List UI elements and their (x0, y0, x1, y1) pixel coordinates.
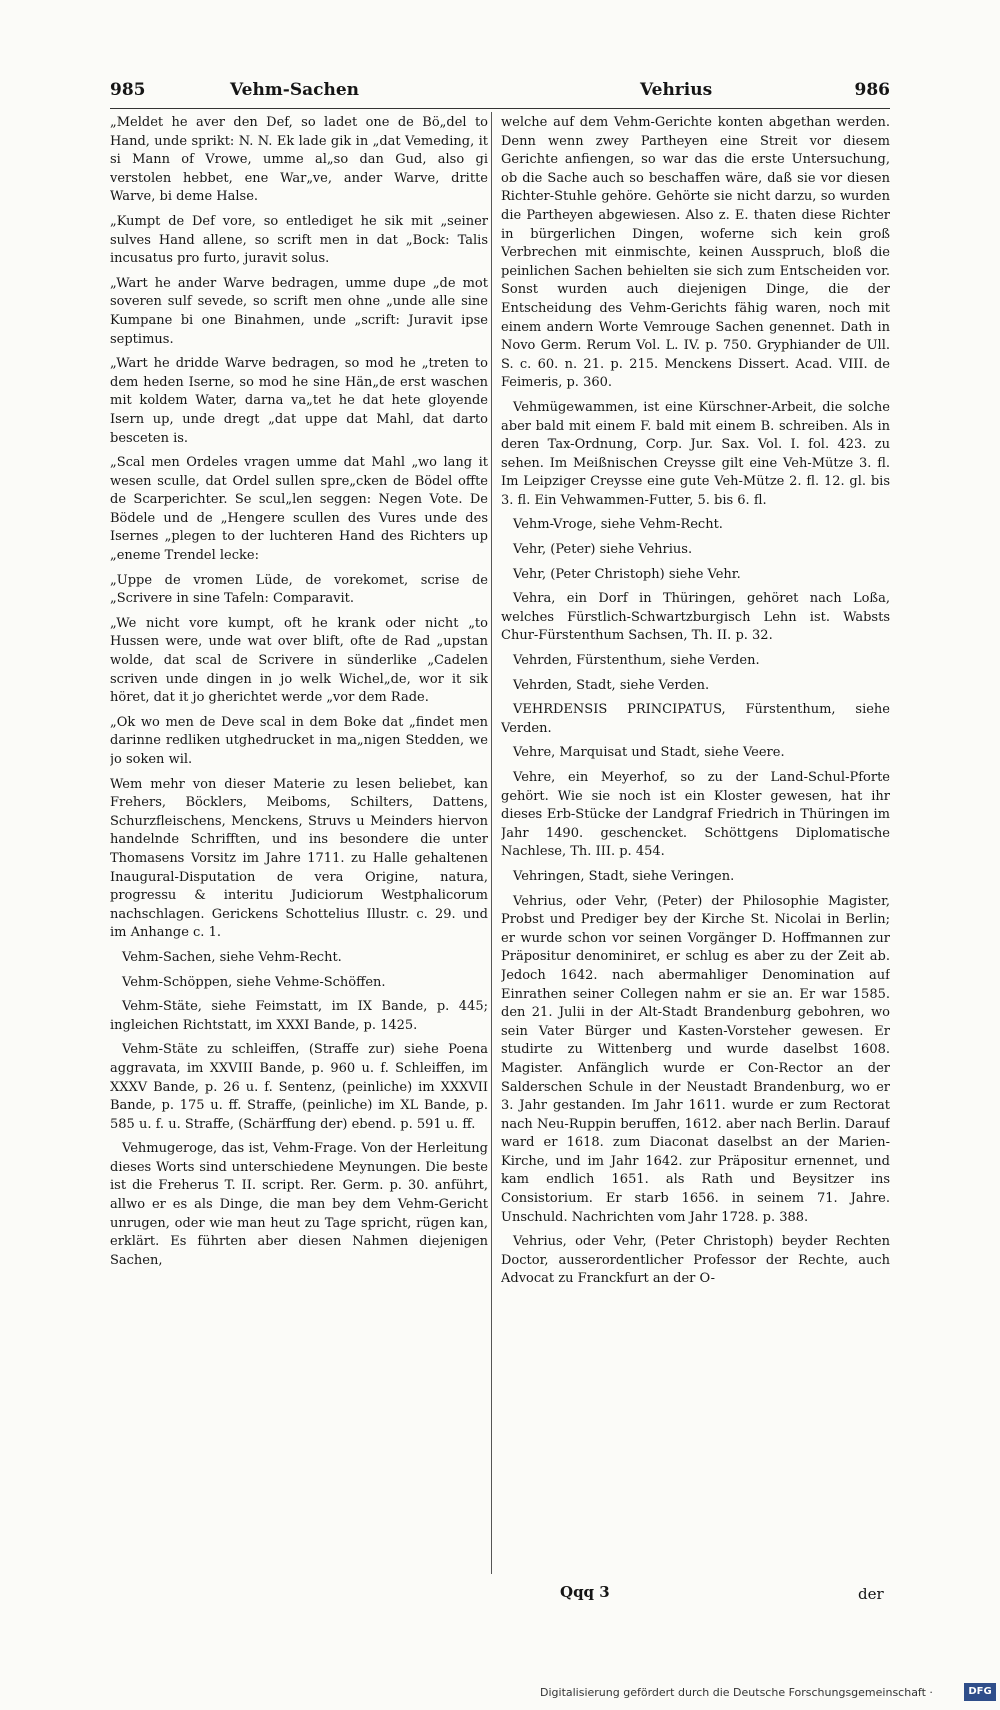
paragraph: „Wart he ander Warve bedragen, umme dupe „de mot soveren sulf sevede, so scrift men ohne „unde alle sine Kumpane bi one Binahmen, unde „scrift: Juravit ipse septimus. (110, 275, 488, 347)
paragraph: „Meldet he aver den Def, so ladet one de Bö„del to Hand, unde sprikt: N. N. Ek lade gik in „dat Vemeding, it si Mann of Vrowe, umme al„so dan Gud, also gi verstolen hebbet, ene War„ve, ander Warve, dritte Warve, bi deme Halse. (110, 115, 488, 205)
entry: Vehm-Vroge, siehe Vehm-Recht. (513, 517, 723, 533)
header-rule (110, 108, 890, 109)
page-number-left: 985 (110, 80, 146, 100)
entry: Vehmugeroge, das ist, Vehm-Frage. Von der Herleitung dieses Worts sind unterschiedene Meynungen. Die beste ist die Freherus T. II. script. Rer. Germ. p. 30. anführt, allwo er es als Dinge, die man bey dem Vehm-Gericht unrugen, oder wie man heut zu Tage spricht, rügen kan, erklärt. Es führten aber diesen Nahmen diejenigen Sachen, (110, 1141, 488, 1268)
catchword: der (858, 1585, 884, 1603)
entry: Vehre, ein Meyerhof, so zu der Land-Schul-Pforte gehört. Wie sie noch ist ein Kloster gewesen, hat ihr dieses Erb-Stücke der Landgraf Friedrich in Thüringen im Jahr 1490. geschencket. Schöttgens Diplomatische Nachlese, Th. III. p. 454. (501, 770, 890, 860)
paragraph: „Wart he dridde Warve bedragen, so mod he „treten to dem heden Iserne, so mod he sine Hän„de erst waschen mit koldem Water, darna va„tet he dat hete gloyende Isern up, unde dregt „dat uppe dat Mahl, dat darto besceten is. (110, 356, 488, 446)
right-column (501, 114, 890, 1574)
signature-mark: Qqq 3 (560, 1583, 610, 1601)
column-divider (491, 112, 492, 1574)
left-column (110, 114, 488, 1574)
digitization-credit: Digitalisierung gefördert durch die Deutsche Forschungsgemeinschaft · (540, 1686, 933, 1699)
running-title-right: Vehrius (640, 80, 713, 100)
dfg-logo: DFG (964, 1683, 996, 1701)
entry: Vehm-Sachen, siehe Vehm-Recht. (122, 949, 342, 965)
entry: Vehm-Stäte, siehe Feimstatt, im IX Bande, p. 445; ingleichen Richtstatt, im XXXI Bande, p. 1425. (110, 999, 488, 1033)
entry: Vehrden, Fürstenthum, siehe Verden. (513, 653, 760, 669)
entry: Vehra, ein Dorf in Thüringen, gehöret nach Loßa, welches Fürstlich-Schwartzburgisch Lehn ist. Wabsts Chur-Fürstenthum Sachsen, Th. II. p. 32. (501, 591, 890, 644)
paragraph: „Uppe de vromen Lüde, de vorekomet, scrise de „Scrivere in sine Tafeln: Comparavit. (110, 572, 488, 607)
entry: Vehr, (Peter Christoph) siehe Vehr. (513, 566, 741, 582)
paragraph: „Kumpt de Def vore, so entlediget he sik mit „seiner sulves Hand allene, so scrift men in dat „Bock: Talis incusatus pro furto, juravit solus. (110, 213, 488, 267)
entry: Vehm-Schöppen, siehe Vehme-Schöffen. (122, 974, 386, 990)
entry: Vehringen, Stadt, siehe Veringen. (513, 868, 735, 884)
running-header (110, 80, 890, 108)
entry: VEHRDENSIS PRINCIPATUS, Fürstenthum, siehe Verden. (501, 702, 890, 736)
running-title-left: Vehm-Sachen (230, 80, 360, 100)
entry: Vehmügewammen, ist eine Kürschner-Arbeit, die solche aber bald mit einem F. bald mit einem B. schreiben. Als in deren Tax-Ordnung, Corp. Jur. Sax. Vol. I. fol. 423. zu sehen. Im Meißnischen Creysse gilt eine Veh-Mütze 3. fl. Im Leipziger Creysse eine gute Veh-Mütze 2. fl. 12. gl. bis 3. fl. Ein Vehwammen-Futter, 5. bis 6. fl. (501, 399, 890, 508)
entry: Vehre, Marquisat und Stadt, siehe Veere. (513, 745, 785, 761)
entry: Vehrden, Stadt, siehe Verden. (513, 677, 710, 693)
entry: Vehrius, oder Vehr, (Peter Christoph) beyder Rechten Doctor, ausserordentlicher Professor der Rechte, auch Advocat zu Franckfurt an der O- (501, 1234, 890, 1287)
paragraph: welche auf dem Vehm-Gerichte konten abgethan werden. Denn wenn zwey Partheyen eine Streit vor diesem Gerichte anfiengen, so war das die erste Untersuchung, ob die Sache auch so beschaffen wäre, daß sie vor diesen Richter-Stuhle gehöre. Gehörte sie nicht darzu, so wurden die Partheyen abgewiesen. Also z. E. thaten diese Richter in bürgerlichen Dingen, woferne sich kein groß Verbrechen mit einmischte, keinen Ausspruch, bloß die peinlichen Sachen behielten sie sich zum Entscheiden vor. Sonst wurden auch diejenigen Dinge, die der Entscheidung des Vehm-Gerichts fähig waren, noch mit einem andern Worte Vemrouge Sachen genennet. Dath in Novo Germ. Rerum Vol. L. IV. p. 750. Gryphiander de Ull. S. c. 60. n. 21. p. 215. Menckens Dissert. Acad. VIII. de Feimeris, p. 360. (501, 115, 890, 391)
paragraph: „Scal men Ordeles vragen umme dat Mahl „wo lang it wesen sculle, dat Ordel sullen spre„cken de Bödel offte de Scarperichter. Se scul„len seggen: Negen Vote. De Bödele und de „Hengere scullen des Vures unde des Isernes „plegen to der luchteren Hand des Richters up „eneme Trendel lecke: (110, 455, 488, 564)
entry: Vehm-Stäte zu schleiffen, (Straffe zur) siehe Poena aggravata, im XXVIII Bande, p. 960 u. f. Schleiffen, im XXXV Bande, p. 26 u. f. Sentenz, (peinliche) im XXXVII Bande, p. 175 u. ff. Straffe, (peinliche) im XL Bande, p. 585 u. f. u. Straffe, (Schärffung der) ebend. p. 591 u. ff. (110, 1042, 488, 1132)
entry: Vehr, (Peter) siehe Vehrius. (513, 542, 693, 558)
paragraph: „We nicht vore kumpt, oft he krank oder nicht „to Hussen were, unde wat over blift, ofte de Rad „upstan wolde, dat scal de Scrivere in sünderlike „Cadelen scriven unde dingen in jo welk Wichel„de, wor it sik höret, dat it jo gherichtet werde „vor dem Rade. (110, 615, 488, 706)
paragraph: „Ok wo men de Deve scal in dem Boke dat „findet men darinne redliken utghedrucket in ma„nigen Stedden, we jo soken wil. (110, 714, 488, 767)
entry: Vehrius, oder Vehr, (Peter) der Philosophie Magister, Probst und Prediger bey der Kirche St. Nicolai in Berlin; er wurde schon vor seinen Vorgänger D. Hoffmannen zur Präpositur denominiret, er schlug es aber zu der Zeit ab. Jedoch 1642. nach abermahliger Denomination auf Einrathen seiner Collegen nahm er sie an. Er war 1585. den 21. Julii in der Alt-Stadt Brandenburg gebohren, wo sein Vater Bürger und Kasten-Vorsteher gewesen. Er studirte zu Wittenberg und wurde daselbst 1608. Magister. Anfänglich wurde er Con-Rector an der Salderschen Schule in der Neustadt Brandenburg, wo er 3. Jahr gestanden. Im Jahr 1611. wurde er zum Rectorat nach Neu-Ruppin beruffen, 1612. aber nach Berlin. Darauf ward er 1618. zum Diaconat daselbst an der Marien-Kirche, und im Jahr 1642. zur Präpositur ernennet, und kam endlich 1651. als Rath und Beysitzer ins Consistorium. Er starb 1656. in seinem 71. Jahre. Unschuld. Nachrichten vom Jahr 1728. p. 388. (501, 893, 890, 1225)
paragraph: Wem mehr von dieser Materie zu lesen beliebet, kan Frehers, Böcklers, Meiboms, Schilters, Dattens, Schurzfleischens, Menckens, Struvs u Meinders hiervon handelnde Schrifften, und ins besondere die unter Thomasens Vorsitz im Jahre 1711. zu Halle gehaltenen Inaugural-Disputation de vera Origine, natura, progressu & interitu Judiciorum Westphalicorum nachschlagen. Gerickens Schottelius Illustr. c. 29. und im Anhange c. 1. (110, 776, 488, 941)
page-number-right: 986 (854, 80, 890, 100)
